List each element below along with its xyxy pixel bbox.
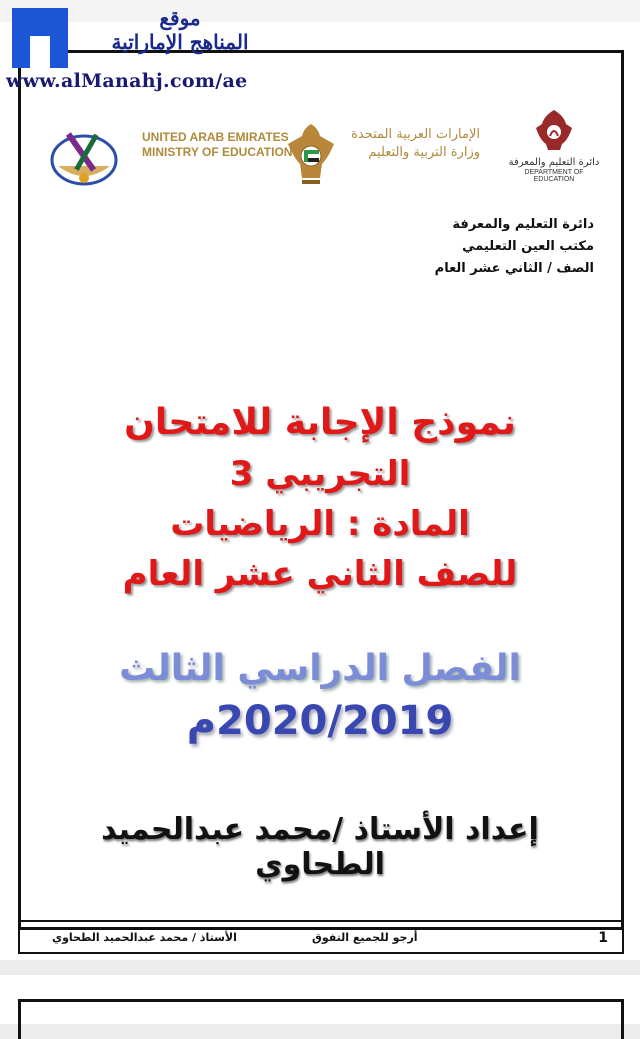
footer-wish: أرجو للجميع التفوق — [312, 931, 418, 944]
school-header — [435, 214, 594, 280]
ministry-name-english — [142, 130, 292, 160]
watermark-logo-cutout — [30, 36, 50, 68]
document-title: نموذج الإجابة للامتحان — [124, 402, 516, 443]
ministry-ar-line2: وزارة التربية والتعليم — [368, 145, 480, 160]
watermark-url-link[interactable]: www.alManahj.com/ae — [6, 70, 248, 92]
ministry-en-line1: UNITED ARAB EMIRATES — [142, 130, 289, 144]
header-grade: الصف / الثاني عشر العام — [434, 261, 594, 276]
subject-line: المادة : الرياضيات — [170, 504, 470, 544]
school-logo-icon — [48, 120, 120, 192]
watermark-site-line1: موقع — [159, 6, 201, 30]
next-page-border — [18, 999, 624, 1039]
top-bar — [0, 0, 640, 22]
next-page-preview — [0, 975, 640, 1024]
uae-emblem-icon — [282, 118, 340, 188]
author-credit: إعداد الأستاذ /محمد عبدالحميد الطحاوي — [101, 812, 539, 882]
exam-number: التجريبي 3 — [229, 454, 411, 494]
header-department: دائرة التعليم والمعرفة — [452, 217, 594, 232]
department-of-education-logo — [504, 108, 604, 183]
page-footer — [18, 920, 624, 954]
academic-year: 2020/2019م — [186, 698, 454, 744]
ministry-name-arabic — [346, 126, 480, 162]
header-office: مكتب العين التعليمي — [462, 239, 594, 254]
page-number: 1 — [598, 930, 608, 946]
watermark-site-line2: المناهج الإماراتية — [111, 30, 249, 54]
watermark-site-name[interactable] — [110, 6, 250, 54]
semester-label: الفصل الدراسي الثالث — [119, 648, 521, 689]
doe-name-arabic: دائرة التعليم والمعرفة — [508, 157, 600, 168]
ministry-ar-line1: الإمارات العربية المتحدة — [351, 127, 480, 142]
grade-line: للصف الثاني عشر العام — [122, 554, 518, 594]
document-page — [0, 22, 640, 960]
ministry-en-line2: MINISTRY OF EDUCATION — [142, 145, 293, 159]
doe-name-english: DEPARTMENT OF EDUCATION — [524, 169, 584, 183]
abu-dhabi-emblem-icon — [534, 108, 574, 152]
footer-teacher: الأستاذ / محمد عبدالحميد الطحاوي — [52, 931, 237, 944]
